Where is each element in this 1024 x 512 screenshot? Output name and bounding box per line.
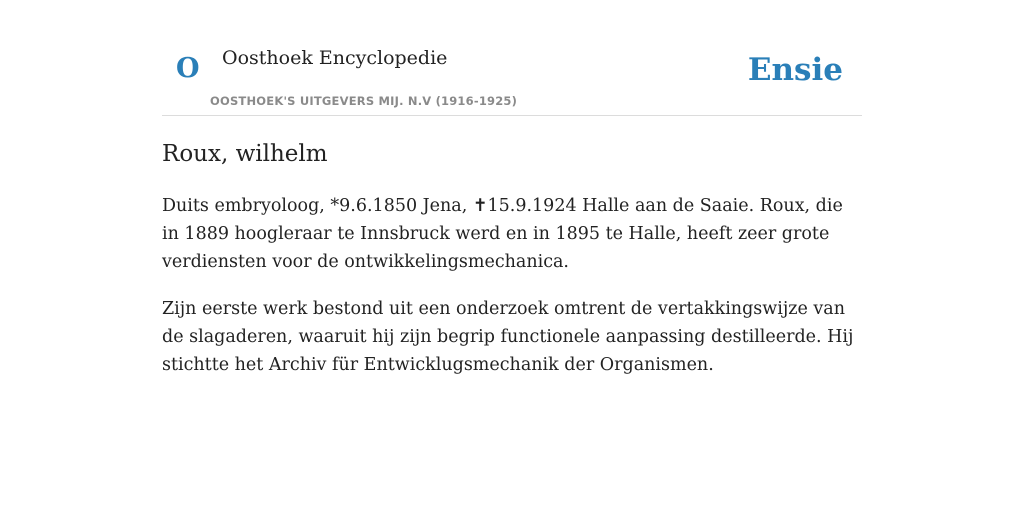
entry-paragraph: Duits embryoloog, *9.6.1850 Jena, ✝15.9.1924 Halle aan de Saaie. Roux, die in 1889 hoogleraar te Innsbruck werd en in 1895 te Halle, heeft zeer grote verdiensten voor de ontwikkelingsmechanica.	[162, 196, 843, 272]
publisher-label: OOSTHOEK'S UITGEVERS MIJ. N.V (1916-1925)	[210, 94, 518, 108]
entry-paragraph: Zijn eerste werk bestond uit een onderzoek omtrent de vertakkingswijze van de slagaderen, waaruit hij zijn begrip functionele aanpassing destilleerde. Hij stichtte het Archiv für Entwicklugsmechanik der Organismen.	[162, 299, 854, 375]
entry-body	[162, 192, 864, 398]
book-title-link[interactable]: Oosthoek Encyclopedie	[222, 47, 448, 69]
ensie-logo[interactable]: Ensie	[747, 52, 843, 88]
book-logo-letter[interactable]: O	[176, 53, 200, 84]
entry-title: Roux, wilhelm	[162, 141, 328, 167]
book-header	[162, 0, 862, 116]
article-page	[162, 0, 862, 375]
